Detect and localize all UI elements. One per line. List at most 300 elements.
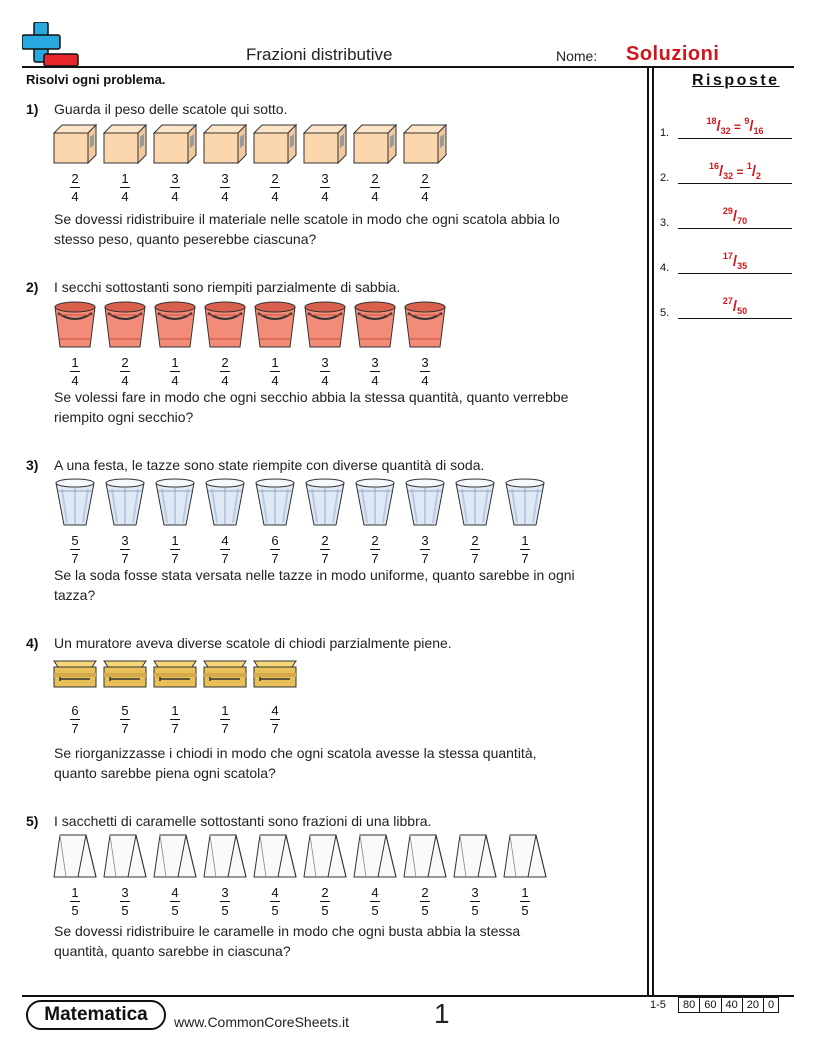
fraction-item [202,477,248,566]
question-line: quantità, quanto sarebbe in ciascuna? [54,943,291,959]
fraction-item [302,833,348,918]
page-number: 1 [434,998,450,1029]
fraction-numerator: 6 [271,533,279,548]
fraction-denominator: 5 [371,903,379,918]
website-link[interactable]: www.CommonCoreSheets.it [174,1014,350,1030]
fraction-denominator: 7 [521,551,529,566]
fraction-item [402,477,448,566]
fraction-item [152,123,198,204]
fraction-denominator: 4 [371,189,379,204]
fraction-numerator: 2 [121,355,129,370]
box-icon [352,123,398,165]
fraction [70,355,80,388]
fraction-bar [320,549,330,550]
cup-icon [252,477,298,527]
fraction-bar [170,549,180,550]
cup-icon [352,477,398,527]
item-row [52,477,548,566]
column-divider [652,68,654,995]
answer-numerator: 27 [722,296,733,306]
fraction [520,885,530,918]
fraction-numerator: 5 [71,533,79,548]
problem-statement: I secchi sottostanti sono riempiti parzialmente di sabbia. [54,279,401,295]
fraction [270,533,280,566]
fraction [320,885,330,918]
fraction-denominator: 4 [121,189,129,204]
fraction-denominator: 5 [421,903,429,918]
logo-icon [22,22,80,68]
fraction [520,533,530,566]
fraction-denominator: 7 [71,551,79,566]
answer-denominator: 2 [756,171,762,181]
box-icon [52,123,98,165]
fraction-bar [70,371,80,372]
fraction-bar [220,187,230,188]
fraction-item [102,477,148,566]
fraction [470,885,480,918]
fraction-denominator: 5 [271,903,279,918]
fraction [320,171,330,204]
fraction [170,171,180,204]
fraction-item [202,299,248,388]
bucket-icon [302,299,348,349]
fraction-numerator: 3 [321,355,329,370]
fraction-item [402,123,448,204]
bag-icon [202,833,248,879]
fraction-bar [270,719,280,720]
fraction-denominator: 4 [221,189,229,204]
cup-icon [452,477,498,527]
answer-numerator: 16 [708,161,719,171]
bucket-icon [252,299,298,349]
bag-icon [52,833,98,879]
bag-icon [152,833,198,879]
score-cell: 60 [699,998,720,1012]
answer-row [660,101,794,141]
fraction-bar [370,549,380,550]
bucket-icon [402,299,448,349]
fraction-bar [320,187,330,188]
fraction-numerator: 2 [221,355,229,370]
fraction [170,533,180,566]
fraction-denominator: 4 [271,373,279,388]
question-line: Se riorganizzasse i chiodi in modo che ogni scatola avesse la stessa quantità, [54,745,537,761]
answer-line [678,138,792,139]
box-icon [202,123,248,165]
fraction-bar [420,901,430,902]
problem-statement: I sacchetti di caramelle sottostanti sono frazioni di una libbra. [54,813,432,829]
nail-box-icon [252,657,298,689]
fraction-bar [270,549,280,550]
cup-icon [402,477,448,527]
problem-statement: Un muratore aveva diverse scatole di chiodi parzialmente piene. [54,635,452,651]
fraction-numerator: 3 [171,171,179,186]
question-line: riempito ogni secchio? [54,409,194,425]
fraction-numerator: 3 [421,533,429,548]
fraction-item [52,299,98,388]
answer-denominator: 32 [720,126,731,136]
fraction [320,355,330,388]
answer-value: $^{16}/_{32} = ^1/_2$ [708,161,762,181]
fraction-numerator: 2 [271,171,279,186]
fraction-bar [520,901,530,902]
item-row [52,123,448,204]
fraction-bar [520,549,530,550]
fraction-numerator: 1 [221,703,229,718]
fraction-denominator: 5 [171,903,179,918]
fraction-numerator: 4 [271,885,279,900]
fraction-bar [270,371,280,372]
fraction-denominator: 7 [271,721,279,736]
fraction-bar [70,549,80,550]
answer-number: 1. [660,127,670,139]
problem-question [54,209,654,249]
fraction-item [252,657,298,736]
fraction-denominator: 7 [321,551,329,566]
fraction-item [252,477,298,566]
fraction [70,533,80,566]
solutions-label: Soluzioni [626,43,720,65]
cup-icon [152,477,198,527]
fraction-item [402,299,448,388]
fraction-numerator: 4 [271,703,279,718]
problem-question [54,565,654,605]
fraction [420,533,430,566]
question-line: quanto sarebbe piena ogni scatola? [54,765,276,781]
box-icon [102,123,148,165]
fraction-item [302,123,348,204]
fraction [370,885,380,918]
fraction-bar [370,187,380,188]
fraction-bar [120,901,130,902]
fraction-numerator: 2 [71,171,79,186]
bag-icon [452,833,498,879]
fraction [270,885,280,918]
fraction-bar [170,901,180,902]
answer-row [660,236,794,276]
fraction-item [202,833,248,918]
fraction [220,355,230,388]
fraction-denominator: 4 [421,373,429,388]
problem-number: 5) [26,813,39,829]
cup-icon [202,477,248,527]
fraction-denominator: 4 [171,373,179,388]
fraction-denominator: 7 [121,551,129,566]
fraction-numerator: 4 [371,885,379,900]
fraction-item [252,833,298,918]
fraction-bar [420,187,430,188]
fraction-denominator: 4 [171,189,179,204]
answer-number: 5. [660,307,670,319]
bag-icon [302,833,348,879]
fraction [120,885,130,918]
score-cell: 0 [763,998,778,1012]
answer-number: 3. [660,217,670,229]
fraction-numerator: 2 [321,533,329,548]
box-icon [302,123,348,165]
fraction-bar [170,719,180,720]
fraction-bar [220,549,230,550]
fraction-item [302,299,348,388]
answer-numerator: 9 [744,116,750,126]
fraction-denominator: 7 [71,721,79,736]
answer-denominator: 70 [737,216,748,226]
fraction [120,171,130,204]
answer-denominator: 32 [723,171,734,181]
fraction [170,703,180,736]
fraction-bar [370,901,380,902]
fraction-numerator: 1 [71,885,79,900]
fraction [120,533,130,566]
fraction [120,703,130,736]
fraction-numerator: 3 [121,885,129,900]
fraction [370,533,380,566]
fraction-bar [170,187,180,188]
fraction-denominator: 4 [371,373,379,388]
score-table [678,997,779,1013]
fraction-bar [220,901,230,902]
fraction-numerator: 1 [271,355,279,370]
fraction-item [202,657,248,736]
fraction-denominator: 5 [471,903,479,918]
fraction-item [502,833,548,918]
fraction-item [102,833,148,918]
answer-line [678,183,792,184]
fraction-numerator: 1 [121,171,129,186]
fraction [170,885,180,918]
nail-box-icon [52,657,98,689]
fraction-denominator: 4 [421,189,429,204]
fraction-bar [320,371,330,372]
question-line: Se dovessi ridistribuire le caramelle in modo che ogni busta abbia la stessa [54,923,521,939]
question-line: Se volessi fare in modo che ogni secchio abbia la stessa quantità, quanto verrebbe [54,389,569,405]
bag-icon [502,833,548,879]
fraction [470,533,480,566]
fraction-item [402,833,448,918]
answer-row [660,146,794,186]
bucket-icon [202,299,248,349]
fraction [70,171,80,204]
fraction-denominator: 7 [271,551,279,566]
fraction [270,703,280,736]
fraction-item [102,299,148,388]
fraction-denominator: 4 [121,373,129,388]
fraction [120,355,130,388]
answer-denominator: 16 [753,126,764,136]
fraction-numerator: 1 [171,703,179,718]
fraction [220,703,230,736]
fraction-numerator: 3 [221,885,229,900]
fraction-item [352,123,398,204]
bag-icon [102,833,148,879]
fraction-item [152,477,198,566]
fraction-item [152,657,198,736]
fraction-numerator: 1 [521,533,529,548]
fraction-denominator: 4 [221,373,229,388]
fraction-bar [120,719,130,720]
fraction-item [52,123,98,204]
answer-value: $^{29}/_{70}$ [722,206,748,226]
fraction-denominator: 4 [71,189,79,204]
bucket-icon [102,299,148,349]
fraction-numerator: 3 [221,171,229,186]
problem-number: 3) [26,457,39,473]
item-row [52,657,298,736]
fraction-denominator: 5 [321,903,329,918]
fraction-numerator: 5 [121,703,129,718]
fraction [220,885,230,918]
problem-question [54,743,654,783]
bag-icon [402,833,448,879]
answer-line [678,273,792,274]
fraction [420,171,430,204]
fraction-denominator: 7 [371,551,379,566]
fraction-numerator: 1 [171,533,179,548]
fraction-bar [470,901,480,902]
header-divider [22,66,794,68]
bucket-icon [352,299,398,349]
fraction-denominator: 5 [121,903,129,918]
fraction-numerator: 4 [171,885,179,900]
fraction-item [252,299,298,388]
fraction-denominator: 5 [221,903,229,918]
bucket-icon [152,299,198,349]
instructions: Risolvi ogni problema. [26,72,166,87]
fraction-item [152,833,198,918]
score-range-label: 1-5 [650,999,666,1011]
fraction [70,885,80,918]
fraction-numerator: 2 [421,885,429,900]
question-line: Se la soda fosse stata versata nelle tazze in modo uniforme, quanto sarebbe in ogni [54,567,575,583]
fraction-item [452,833,498,918]
fraction-item [202,123,248,204]
fraction [220,171,230,204]
fraction-numerator: 2 [421,171,429,186]
bag-icon [252,833,298,879]
fraction-item [102,123,148,204]
answer-line [678,318,792,319]
fraction-numerator: 2 [371,533,379,548]
fraction-denominator: 5 [71,903,79,918]
fraction-bar [120,371,130,372]
page-title: Frazioni distributive [246,45,393,64]
score-cell: 20 [742,998,763,1012]
answer-denominator: 35 [737,261,748,271]
fraction-numerator: 3 [371,355,379,370]
fraction-item [252,123,298,204]
fraction [70,703,80,736]
fraction-numerator: 3 [321,171,329,186]
fraction-item [452,477,498,566]
fraction-bar [420,371,430,372]
answer-value: $^{18}/_{32} = ^9/_{16}$ [706,116,764,136]
problem-number: 1) [26,101,39,117]
problem-number: 2) [26,279,39,295]
problem-statement: A una festa, le tazze sono state riempite con diverse quantità di soda. [54,457,485,473]
fraction-bar [70,719,80,720]
fraction-numerator: 1 [521,885,529,900]
answer-line [678,228,792,229]
answer-numerator: 18 [706,116,717,126]
fraction [320,533,330,566]
fraction [220,533,230,566]
answer-number: 4. [660,262,670,274]
fraction-bar [370,371,380,372]
problem-question [54,387,654,427]
fraction-denominator: 5 [521,903,529,918]
box-icon [402,123,448,165]
answer-numerator: 17 [722,251,733,261]
fraction-numerator: 3 [121,533,129,548]
fraction-bar [70,187,80,188]
answers-title: Risposte [692,72,780,89]
column-divider [647,68,649,995]
fraction-numerator: 6 [71,703,79,718]
fraction-denominator: 4 [271,189,279,204]
fraction-item [352,833,398,918]
answer-denominator: 50 [737,306,748,316]
fraction-bar [70,901,80,902]
fraction-item [302,477,348,566]
fraction [170,355,180,388]
question-line: stesso peso, quanto peserebbe ciascuna? [54,231,317,247]
fraction-numerator: 1 [71,355,79,370]
fraction [270,171,280,204]
answer-equals: = [736,165,744,179]
question-line: Se dovessi ridistribuire il materiale nelle scatole in modo che ogni scatola abbia lo [54,211,560,227]
cup-icon [52,477,98,527]
fraction-item [102,657,148,736]
bucket-icon [52,299,98,349]
fraction-item [502,477,548,566]
answer-equals: = [733,120,741,134]
fraction-bar [470,549,480,550]
fraction [370,355,380,388]
fraction-numerator: 2 [471,533,479,548]
fraction-bar [220,719,230,720]
cup-icon [302,477,348,527]
fraction-bar [120,187,130,188]
fraction-denominator: 7 [471,551,479,566]
question-line: tazza? [54,587,96,603]
fraction-denominator: 7 [171,721,179,736]
fraction [420,355,430,388]
answer-numerator: 29 [722,206,733,216]
fraction-numerator: 3 [471,885,479,900]
fraction-bar [270,187,280,188]
name-label: Nome: [556,48,598,64]
answer-row [660,191,794,231]
answer-number: 2. [660,172,670,184]
score-cell: 40 [721,998,742,1012]
fraction-bar [270,901,280,902]
cup-icon [502,477,548,527]
box-icon [152,123,198,165]
item-row [52,833,548,918]
fraction-denominator: 4 [321,373,329,388]
answer-value: $^{27}/_{50}$ [722,296,748,316]
fraction-item [152,299,198,388]
fraction-item [52,657,98,736]
problem-number: 4) [26,635,39,651]
nail-box-icon [152,657,198,689]
answer-row [660,281,794,321]
fraction-numerator: 4 [221,533,229,548]
nail-box-icon [102,657,148,689]
fraction-denominator: 7 [121,721,129,736]
fraction-denominator: 4 [321,189,329,204]
fraction-bar [220,371,230,372]
